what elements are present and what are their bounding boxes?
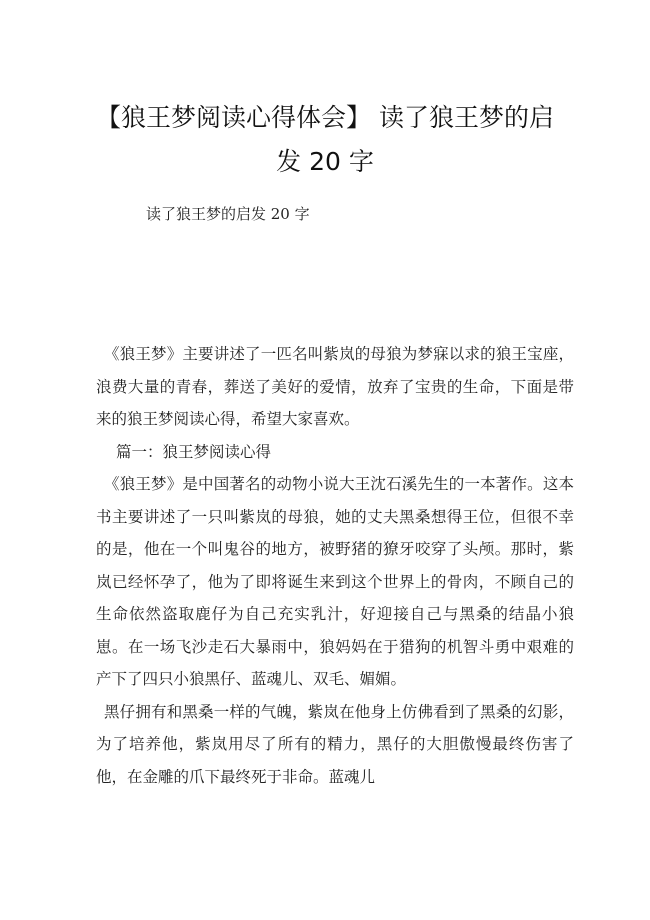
body-paragraph: 黑仔拥有和黑桑一样的气魄，紫岚在他身上仿佛看到了黑桑的幻影，为了培养他，紫岚用尽了所有的精力，黑仔的大胆傲慢最终伤害了他，在金雕的爪下最终死于非命。蓝魂儿 bbox=[96, 702, 574, 786]
body-paragraph: 《狼王梦》是中国著名的动物小说大王沈石溪先生的一本著作。这本书主要讲述了一只叫紫岚的母狼，她的丈夫黑桑想得王位，但很不幸的是，他在一个叫鬼谷的地方，被野猪的獠牙咬穿了头颅。那时，紫岚已经怀孕了，他为了即将诞生来到这个世界上的骨肉，不顾自己的生命依然盗取鹿仔为自己充实乳汁，好迎接自己与黑桑的结晶小狼崽。在一场飞沙走石大暴雨中，狼妈妈在于猎狗的机智斗勇中艰难的产下了四只小狼黑仔、蓝魂儿、双毛、媚媚。 bbox=[96, 475, 574, 688]
title-line-1: 【狼王梦阅读心得体会】 读了狼王梦的启 bbox=[96, 103, 554, 132]
intro-paragraph: 《狼王梦》主要讲述了一匹名叫紫岚的母狼为梦寐以求的狼王宝座，浪费大量的青春，葬送了美好的爱情，放弃了宝贵的生命，下面是带来的狼王梦阅读心得，希望大家喜欢。 bbox=[96, 345, 574, 428]
section-heading: 篇一：狼王梦阅读心得 bbox=[116, 442, 272, 461]
document-body bbox=[96, 338, 574, 793]
document-title bbox=[70, 96, 580, 184]
document-subtitle: 读了狼王梦的启发 20 字 bbox=[146, 205, 310, 223]
title-line-2: 发 20 字 bbox=[276, 147, 374, 176]
